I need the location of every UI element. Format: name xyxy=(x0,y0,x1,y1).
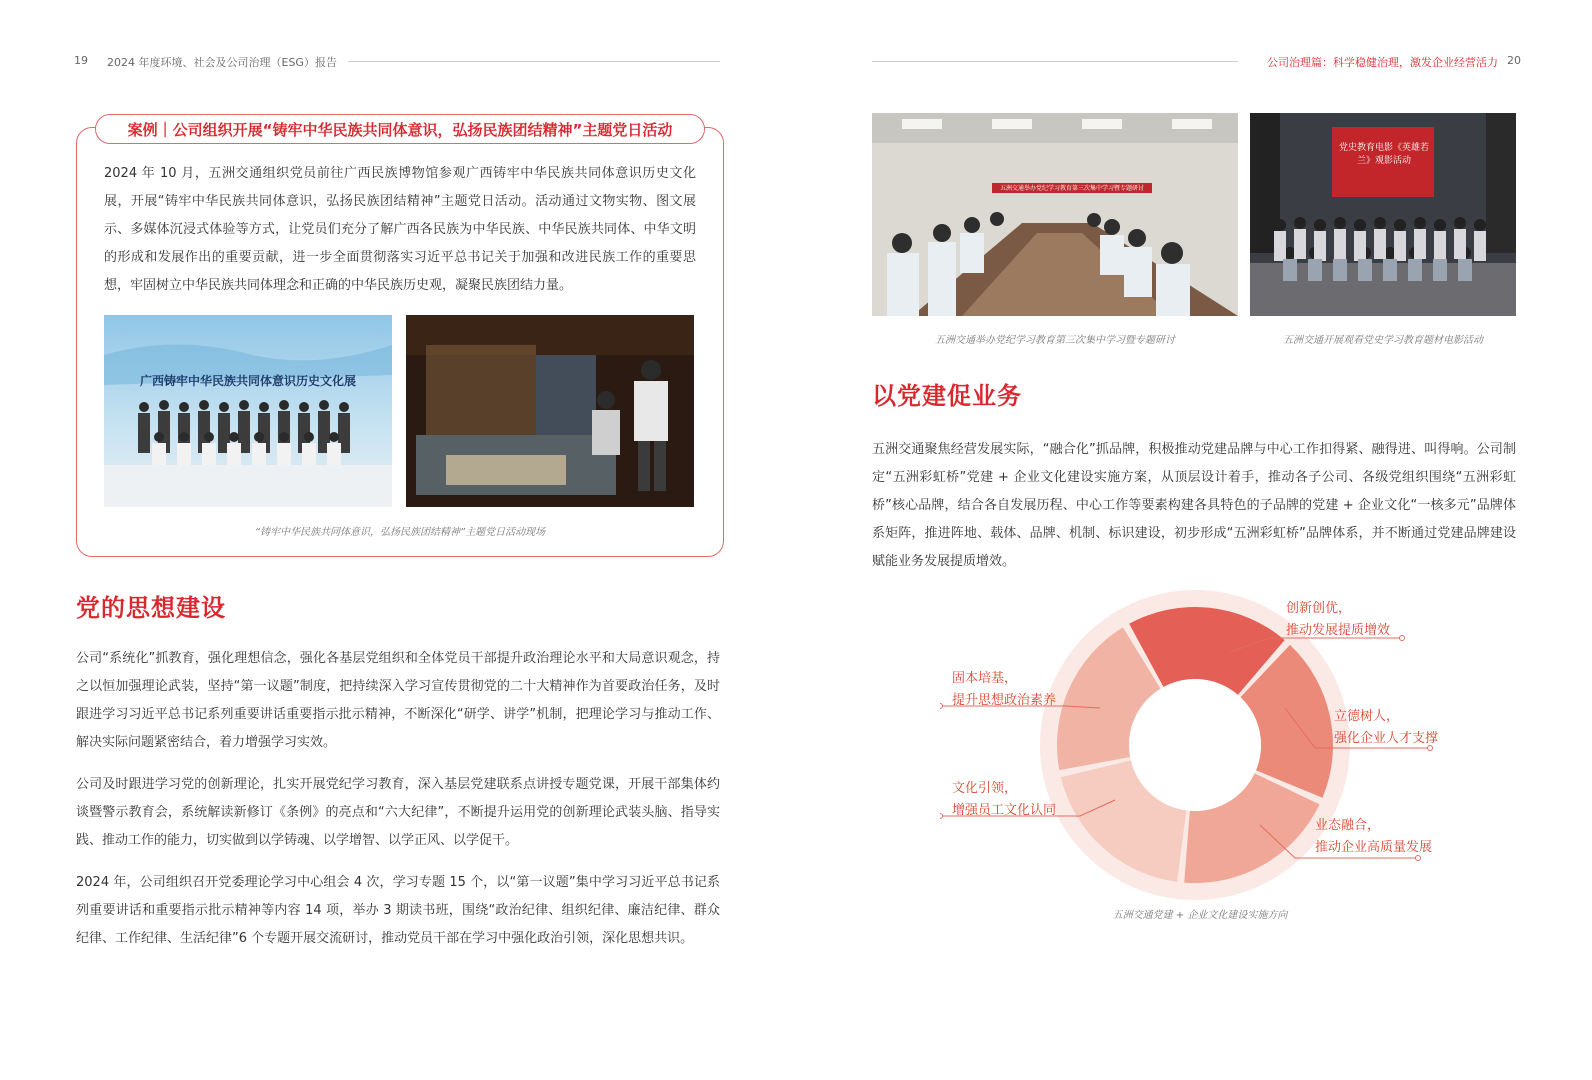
leader-dot-bottom-left xyxy=(940,814,943,819)
meeting-photo xyxy=(872,113,1238,316)
donut-label-culture-line2: 增强员工文化认同 xyxy=(952,803,1057,818)
donut-label-foundation-line2: 提升思想政治素养 xyxy=(952,693,1057,708)
museum-visit-photo xyxy=(406,315,694,507)
left-header-title: 2024 年度环境、社会及公司治理（ESG）报告 xyxy=(107,56,337,69)
donut-caption: 五洲交通党建 + 企业文化建设实施方向 xyxy=(1112,910,1288,921)
section-party-business-title: 以党建促业务 xyxy=(872,382,1022,410)
cinema-photo-caption: 五洲交通开展观看党史学习教育题材电影活动 xyxy=(1283,335,1483,346)
section1-paragraph-3: 2024 年，公司组织召开党委理论学习中心组会 4 次，学习专题 15 个，以“第一议题”集中学习习近平总书记系列重要讲话和重要指示批示精神等内容 14 项，举办 3 期读书班，围绕“政治纪律、组织纪律、廉洁纪律、群众纪律、工作纪律、生活纪律”6 个专题开展交流研讨，推动党员干部在学习中强化政治引领，深化思想共识。 xyxy=(76,875,720,946)
donut-label-talent-line1: 立德树人， xyxy=(1334,709,1400,724)
exhibition-group-photo xyxy=(104,315,392,507)
donut-label-integration-line1: 业态融合， xyxy=(1315,818,1381,833)
donut-label-integration xyxy=(1315,815,1432,859)
donut-inner-hole xyxy=(1129,679,1261,811)
donut-label-innovation-line2: 推动发展提质增效 xyxy=(1286,623,1391,638)
section1-paragraph-2: 公司及时跟进学习党的创新理论，扎实开展党纪学习教育，深入基层党建联系点讲授专题党课，开展干部集体约谈暨警示教育会，系统解读新修订《条例》的亮点和“六大纪律”，不断提升运用党的创新理论武装头脑、指导实践、推动工作的能力，切实做到以学铸魂、以学增智、以学正风、以学促干。 xyxy=(76,777,720,848)
exhibition-banner-text: 广西铸牢中华民族共同体意识历史文化展 xyxy=(139,374,356,388)
donut-label-foundation xyxy=(952,668,1056,712)
donut-label-foundation-line1: 固本培基， xyxy=(952,671,1018,686)
case-body: 2024 年 10 月，五洲交通组织党员前往广西民族博物馆参观广西铸牢中华民族共同体意识历史文化展，开展“铸牢中华民族共同体意识，弘扬民族团结精神”主题党日活动。活动通过文物实物、图文展示、多媒体沉浸式体验等方式，让党员们充分了解广西各民族为中华民族、中华民族共同体、中华文明的形成和发展作出的重要贡献，进一步全面贯彻落实习近平总书记关于加强和改进民族工作的重要思想，牢固树立中华民族共同体理念和正确的中华民族历史观，凝聚民族团结力量。 xyxy=(104,166,696,293)
donut-label-culture-line1: 文化引领， xyxy=(952,781,1018,796)
donut-label-innovation-line1: 创新创优， xyxy=(1286,601,1352,616)
section2-paragraph: 五洲交通聚焦经营发展实际，“融合化”抓品牌，积极推动党建品牌与中心工作扣得紧、融得进、叫得响。公司制定“五洲彩虹桥”党建 + 企业文化建设实施方案，从顶层设计着手，推动各子公司、各级党组织围绕“五洲彩虹桥”核心品牌，结合各自发展历程、中心工作等要素构建各具特色的子品牌的党建 + 企业文化“一核多元”品牌体系矩阵，推进阵地、载体、品牌、机制、标识建设，初步形成“五洲彩虹桥”品牌体系，并不断通过党建品牌建设赋能业务发展提质增效。 xyxy=(872,442,1516,569)
case-photo-caption: “铸牢中华民族共同体意识，弘扬民族团结精神”主题党日活动现场 xyxy=(254,527,546,538)
leader-dot-left xyxy=(940,704,943,709)
donut-label-talent-line2: 强化企业人才支撑 xyxy=(1334,731,1439,746)
case-title: 案例｜公司组织开展“铸牢中华民族共同体意识，弘扬民族团结精神”主题党日活动 xyxy=(95,114,705,144)
donut-label-innovation xyxy=(1286,598,1390,642)
right-page-number: 20 xyxy=(1507,54,1521,67)
right-header-title: 公司治理篇：科学稳健治理，激发企业经营活力 xyxy=(1267,56,1498,69)
left-page-number: 19 xyxy=(74,54,88,67)
donut-label-integration-line2: 推动企业高质量发展 xyxy=(1315,840,1433,855)
cinema-screen-text: 党史教育电影《英雄若兰》观影活动 xyxy=(1338,143,1429,166)
meeting-banner-text: 五洲交通举办党纪学习教育第三次集中学习暨专题研讨 xyxy=(1000,185,1145,192)
meeting-photo-caption: 五洲交通举办党纪学习教育第三次集中学习暨专题研讨 xyxy=(935,335,1175,346)
left-header-rule xyxy=(348,61,720,62)
right-header-rule xyxy=(872,61,1238,62)
leader-dot-top xyxy=(1400,636,1405,641)
section-party-ideology-title: 党的思想建设 xyxy=(76,594,226,622)
section1-paragraph-1: 公司“系统化”抓教育，强化理想信念，强化各基层党组织和全体党员干部提升政治理论水平和大局意识观念，持之以恒加强理论武装，坚持“第一议题”制度，把持续深入学习宣传贯彻党的二十大精神作为首要政治任务，及时跟进学习习近平总书记系列重要讲话重要指示批示精神，不断深化“研学、讲学”机制，把理论学习与推动工作、解决实际问题紧密结合，着力增强学习实效。 xyxy=(76,651,720,750)
donut-label-talent xyxy=(1334,706,1438,750)
donut-label-culture xyxy=(952,778,1056,822)
